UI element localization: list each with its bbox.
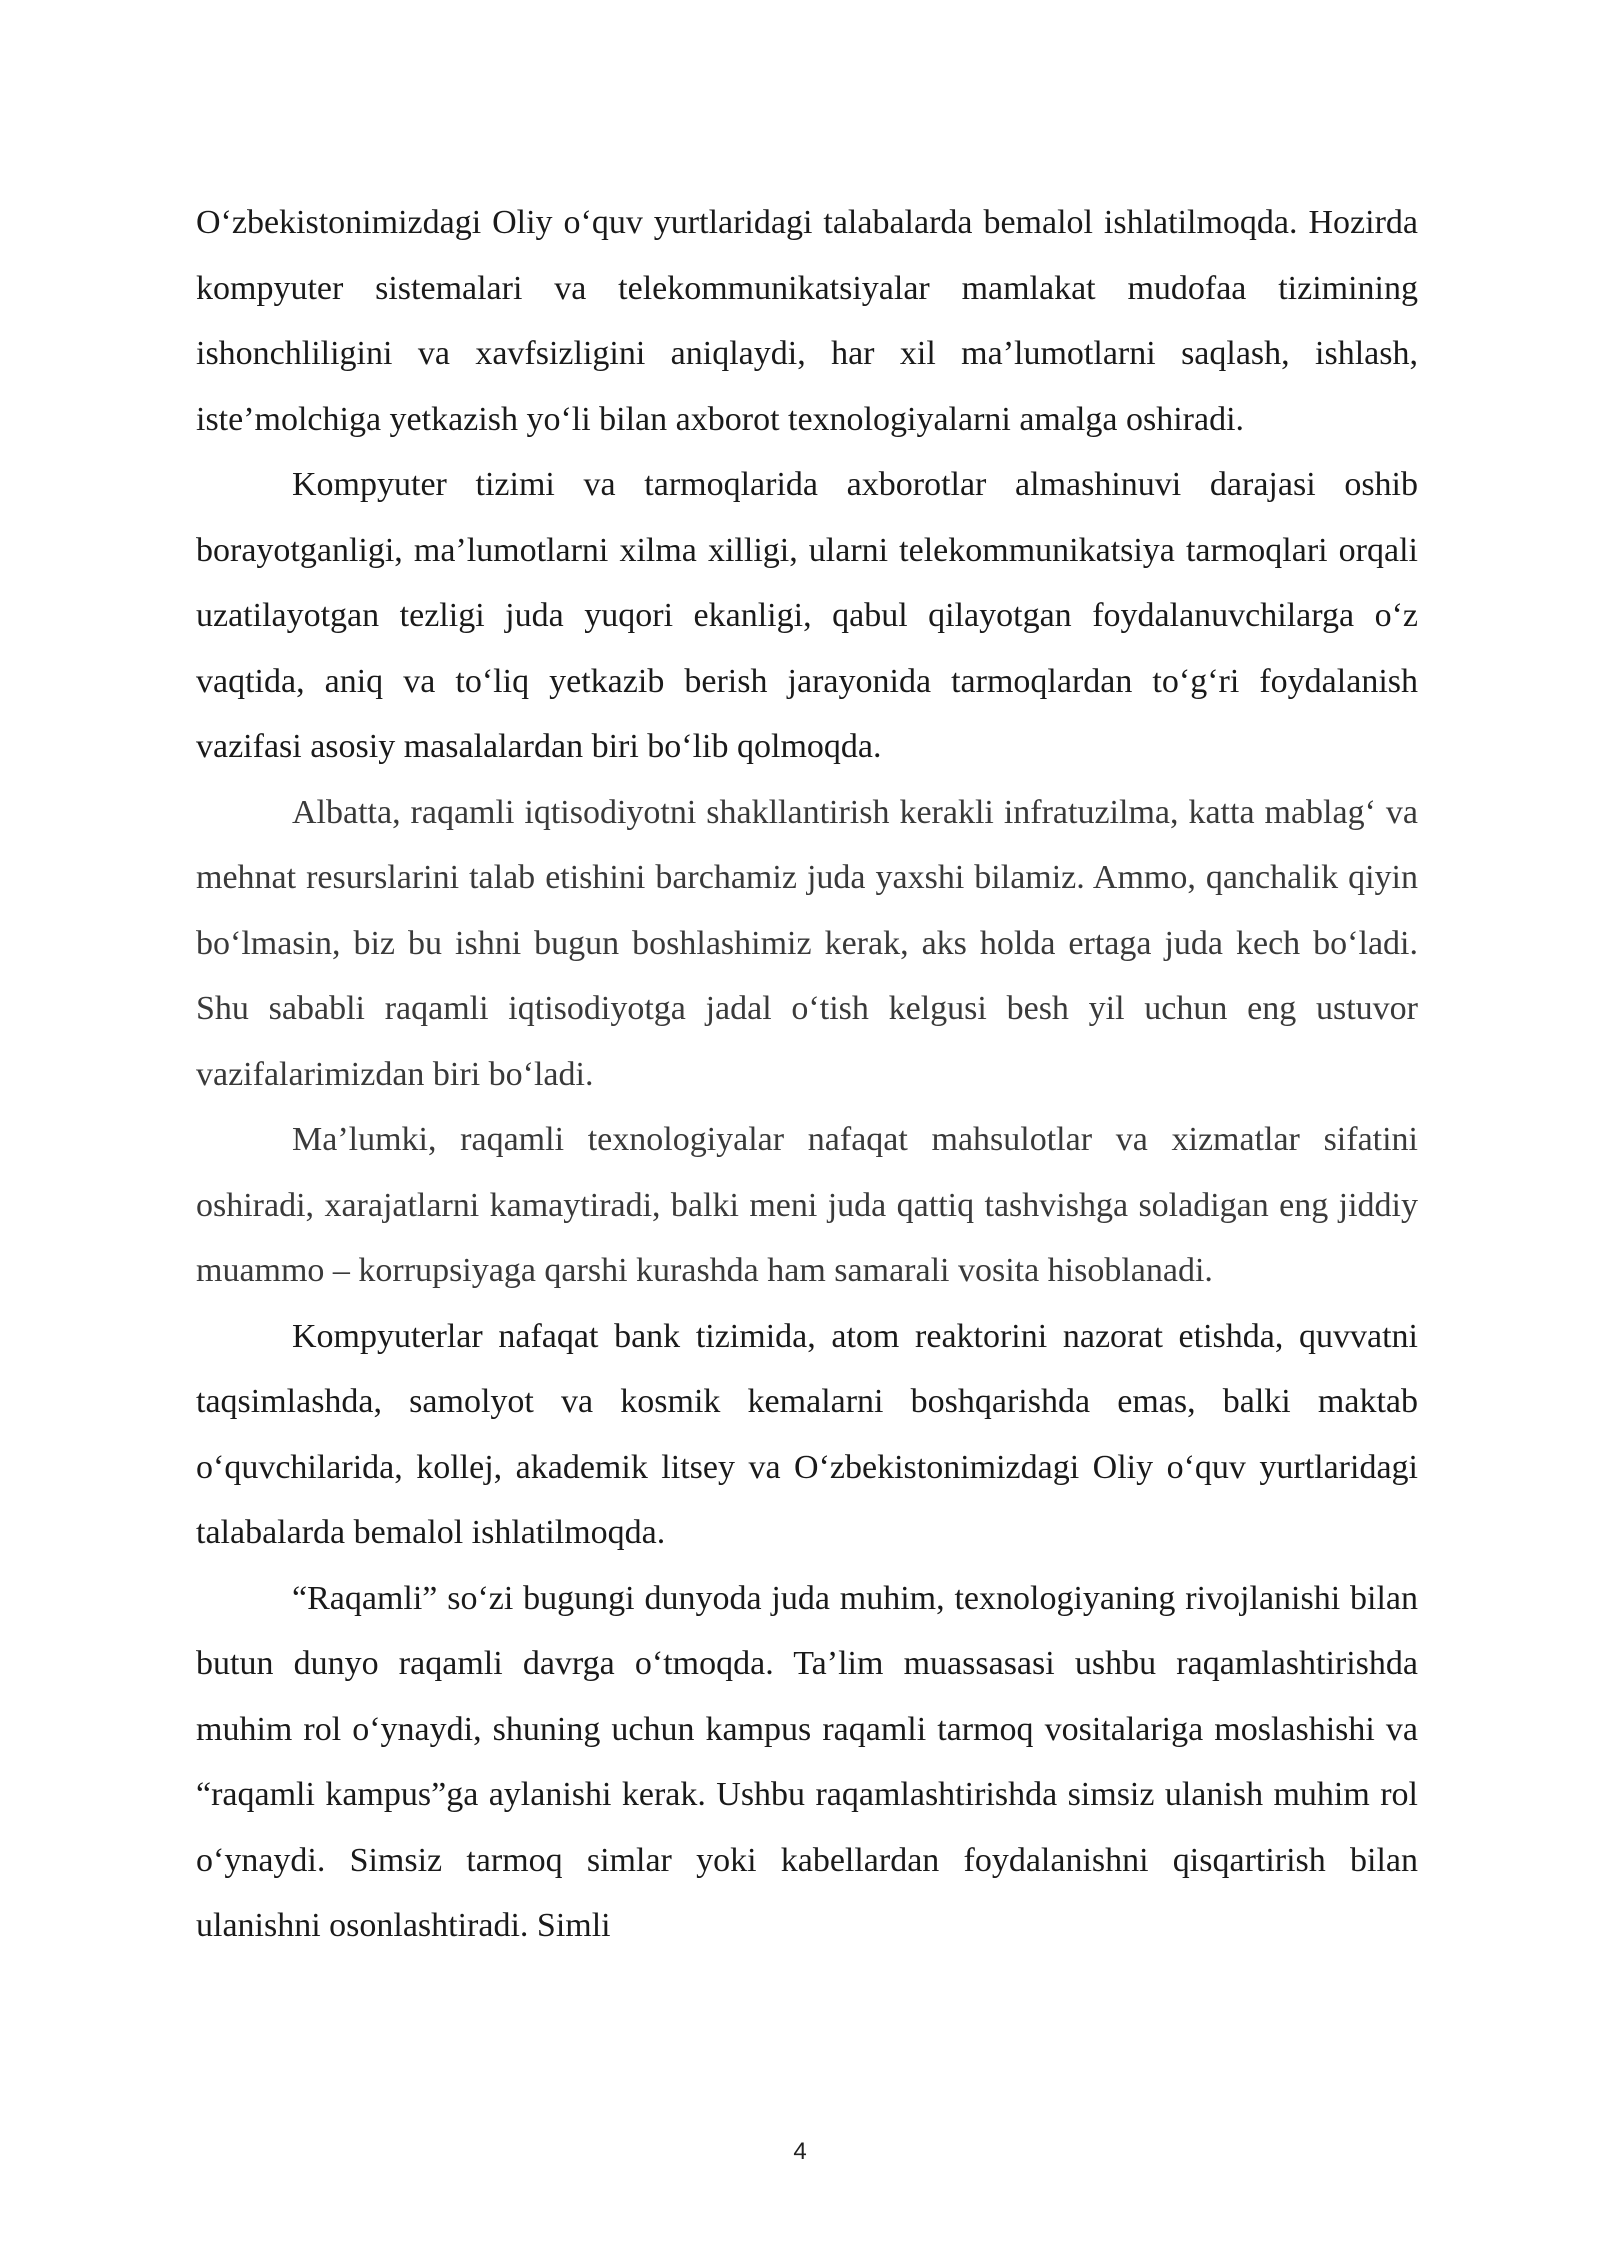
paragraph-2: Kompyuter tizimi va tarmoqlarida axborotlar almashinuvi darajasi oshib borayotganligi, ma’lumotlarni xilma xilligi, ularni telekommunikatsiya tarmoqlari orqali uzatilayotgan tezligi juda yuqori ekanligi, qabul qilayotgan foydalanuvchilarga o‘z vaqtida, aniq va to‘liq yetkazib berish jarayonida tarmoqlardan to‘g‘ri foydalanish vazifasi asosiy masalalardan biri bo‘lib qolmoqda. [196,466,1418,765]
paragraph-5: Kompyuterlar nafaqat bank tizimida, atom reaktorini nazorat etishda, quvvatni taqsimlashda, samolyot va kosmik kemalarni boshqarishda emas, balki maktab o‘quvchilarida, kollej, akademik litsey va O‘zbekistonimizdagi Oliy o‘quv yurtlaridagi talabalarda bemalol ishlatilmoqda. [196,1317,1418,1551]
paragraph-4: Ma’lumki, raqamli texnologiyalar nafaqat mahsulotlar va xizmatlar sifatini oshiradi, xarajatlarni kamaytiradi, balki meni juda qattiq tashvishga soladigan eng jiddiy muammo – korrupsiyaga qarshi kurashda ham samarali vosita hisoblanadi. [196,1121,1418,1289]
page-number: 4 [793,2138,807,2165]
paragraph-6: “Raqamli” so‘zi bugungi dunyoda juda muhim, texnologiyaning rivojlanishi bilan butun dunyo raqamli davrga o‘tmoqda. Ta’lim muassasasi ushbu raqamlashtirishda muhim rol o‘ynaydi, shuning uchun kampus raqamli tarmoq vositalariga moslashishi va “raqamli kampus”ga aylanishi kerak. Ushbu raqamlashtirishda simsiz ulanish muhim rol o‘ynaydi. Simsiz tarmoq simlar yoki kabellardan foydalanishni qisqartirish bilan ulanishni osonlashtiradi. Simli [196,1579,1418,1944]
paragraph-1: O‘zbekistonimizdagi Oliy o‘quv yurtlaridagi talabalarda bemalol ishlatilmoqda. Hozirda kompyuter sistemalari va telekommunikatsiyalar mamlakat mudofaa tizimining ishonchliligini va xavfsizligini aniqlaydi, har xil ma’lumotlarni saqlash, ishlash, iste’molchiga yetkazish yo‘li bilan axborot texnologiyalarni amalga oshiradi. [196,204,1418,438]
paragraph-3: Albatta, raqamli iqtisodiyotni shakllantirish kerakli infratuzilma, katta mablag‘ va mehnat resurslarini talab etishini barchamiz juda yaxshi bilamiz. Ammo, qanchalik qiyin bo‘lmasin, biz bu ishni bugun boshlashimiz kerak, aks holda ertaga juda kech bo‘ladi. Shu sababli raqamli iqtisodiyotga jadal o‘tish kelgusi besh yil uchun eng ustuvor vazifalarimizdan biri bo‘ladi. [196,793,1418,1093]
body-text [196,190,1418,1959]
